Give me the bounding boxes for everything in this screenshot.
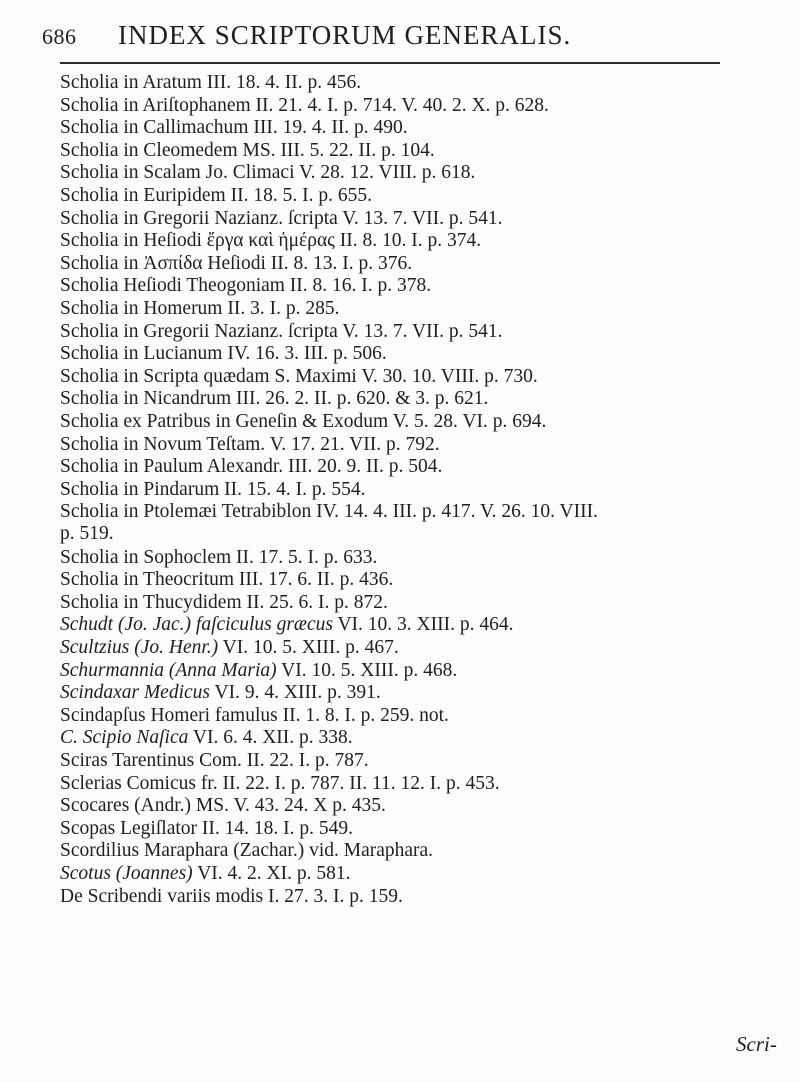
entry-reference: Scholia in Euripidem II. 18. 5. I. p. 655. xyxy=(60,185,372,206)
entry-reference: Scholia in Paulum Alexandr. III. 20. 9. II. p. 504. xyxy=(60,456,443,478)
entry-reference: Scholia in Sophoclem II. 17. 5. I. p. 633. xyxy=(60,546,378,568)
index-entry xyxy=(60,705,786,727)
entry-line xyxy=(60,456,442,477)
entry-line xyxy=(60,343,387,364)
index-entry xyxy=(60,886,786,908)
entry-reference: VI. 6. 4. XII. p. 338. xyxy=(188,727,353,749)
index-entry xyxy=(60,185,786,207)
entry-line xyxy=(60,117,408,138)
index-entry xyxy=(60,682,786,704)
index-entry xyxy=(60,366,786,388)
entry-reference: Scholia in Ptolemæi Tetrabiblon IV. 14. 4. III. p. 417. V. 26. 10. VIII. xyxy=(60,501,598,523)
entry-line xyxy=(60,863,351,884)
entry-reference: Scindapſus Homeri famulus II. 1. 8. I. p. 259. not. xyxy=(60,704,449,726)
entry-reference: Scholia in Thucydidem II. 25. 6. I. p. 872. xyxy=(60,591,388,613)
entry-reference: Scholia in Aratum III. 18. 4. II. p. 456. xyxy=(60,72,362,93)
index-entry xyxy=(60,750,786,772)
index-entry xyxy=(60,321,786,343)
entry-line xyxy=(60,321,502,342)
entry-line xyxy=(60,366,538,387)
index-entry xyxy=(60,501,786,545)
index-entry xyxy=(60,637,786,659)
entry-name-italic: Schudt (Jo. Jac.) faſciculus græcus xyxy=(60,614,333,636)
entry-reference: Scholia ex Patribus in Geneſin & Exodum V. 5. 28. VI. p. 694. xyxy=(60,411,547,432)
catchword: Scri- xyxy=(736,1032,777,1056)
entry-reference: Scordilius Maraphara (Zachar.) vid. Maraphara. xyxy=(60,840,434,862)
entry-reference: VI. 10. 5. XIII. p. 467. xyxy=(218,637,399,658)
index-entry xyxy=(60,95,786,117)
entry-line xyxy=(60,479,365,500)
entry-reference: Scholia in Gregorii Nazianz. ſcripta V. 13. 7. VII. p. 541. xyxy=(60,320,503,342)
entry-line xyxy=(60,298,339,319)
entry-name-italic: Scotus (Joannes) xyxy=(60,863,193,884)
entry-reference: Scholia in Heſiodi ἔργα καὶ ἡμέρας II. 8. 10. I. p. 374. xyxy=(60,230,482,252)
index-entry xyxy=(60,117,786,139)
entry-reference: Scholia in Ariſtophanem II. 21. 4. I. p. 714. V. 40. 2. X. p. 628. xyxy=(60,94,549,116)
index-entry xyxy=(60,411,786,433)
entry-line xyxy=(60,660,457,681)
index-entry xyxy=(60,298,786,320)
index-entry xyxy=(60,230,786,252)
index-entry xyxy=(60,343,786,365)
entry-name-italic: Scindaxar Medicus xyxy=(60,682,211,704)
entry-reference: VI. 4. 2. XI. p. 581. xyxy=(192,863,351,884)
entry-line xyxy=(60,140,435,161)
entry-reference: Scholia in Ἀσπίδα Heſiodi II. 8. 13. I. p. 376. xyxy=(60,252,413,274)
entry-line xyxy=(60,614,513,635)
entry-reference: VI. 10. 5. XIII. p. 468. xyxy=(276,659,458,681)
entry-reference: Scholia in Theocritum III. 17. 6. II. p. 436. xyxy=(60,569,394,591)
index-entry xyxy=(60,818,786,840)
entry-reference: Scopas Legiſlator II. 14. 18. I. p. 549. xyxy=(60,817,353,839)
entry-reference: Scholia in Cleomedem MS. III. 5. 22. II. p. 104. xyxy=(60,139,435,161)
index-entry xyxy=(60,275,786,297)
index-entry xyxy=(60,479,786,501)
entry-reference: Scholia in Callimachum III. 19. 4. II. p. 490. xyxy=(60,117,408,139)
index-entry xyxy=(60,863,786,885)
entry-reference: Scholia Heſiodi Theogoniam II. 8. 16. I. p. 378. xyxy=(60,275,432,297)
page-number: 686 xyxy=(42,24,77,49)
entry-line xyxy=(60,501,598,522)
entry-reference: Scholia in Nicandrum III. 26. 2. II. p. 620. & 3. p. 621. xyxy=(60,388,489,410)
page-header xyxy=(0,0,800,68)
index-entry xyxy=(60,840,786,862)
index-entry xyxy=(60,253,786,275)
running-title: INDEX SCRIPTORUM GENERALIS. xyxy=(118,20,572,50)
index-entry xyxy=(60,208,786,230)
entry-line xyxy=(60,750,369,771)
entry-line xyxy=(60,95,549,116)
entry-line xyxy=(60,727,353,748)
entry-reference: Scocares (Andr.) MS. V. 43. 24. X p. 435. xyxy=(60,795,386,817)
entry-reference: De Scribendi variis modis I. 27. 3. I. p. 159. xyxy=(60,885,403,907)
entry-line xyxy=(60,388,488,409)
index-entry xyxy=(60,660,786,682)
entry-line xyxy=(60,682,381,703)
entry-reference: VI. 9. 4. XIII. p. 391. xyxy=(210,682,381,704)
entry-line xyxy=(60,162,475,183)
entry-line xyxy=(60,840,433,861)
entry-line xyxy=(60,795,386,816)
index-entry xyxy=(60,456,786,478)
entry-line xyxy=(60,592,388,613)
entry-reference: Sclerias Comicus fr. II. 22. I. p. 787. II. 11. 12. I. p. 453. xyxy=(60,772,500,794)
index-entry xyxy=(60,388,786,410)
entry-reference: Scholia in Gregorii Nazianz. ſcripta V. 13. 7. VII. p. 541. xyxy=(60,207,503,229)
index-entry xyxy=(60,140,786,162)
entry-reference: Scholia in Scripta quædam S. Maximi V. 30. 10. VIII. p. 730. xyxy=(60,365,538,387)
entry-line xyxy=(60,818,353,839)
entry-name-italic: Scultzius (Jo. Henr.) xyxy=(60,637,219,658)
entry-line xyxy=(60,886,403,907)
entry-line xyxy=(60,253,412,274)
entry-reference: Sciras Tarentinus Com. II. 22. I. p. 787. xyxy=(60,750,369,771)
entry-line xyxy=(60,72,361,93)
entry-line xyxy=(60,569,393,590)
entry-line xyxy=(60,411,546,432)
entry-reference: Scholia in Novum Teſtam. V. 17. 21. VII. p. 792. xyxy=(60,433,440,455)
entry-continuation: p. 519. xyxy=(60,523,114,545)
entry-line xyxy=(60,434,440,455)
index-entry xyxy=(60,592,786,614)
index-entry xyxy=(60,614,786,636)
index-entry xyxy=(60,773,786,795)
entry-name-italic: C. Scipio Naſica xyxy=(60,727,189,749)
header-rule xyxy=(60,62,720,64)
index-entry xyxy=(60,547,786,569)
entry-line xyxy=(60,185,372,206)
entry-line xyxy=(60,637,399,658)
entry-line xyxy=(60,705,449,726)
entry-line xyxy=(60,547,377,568)
entry-name-italic: Schurmannia (Anna Maria) xyxy=(60,659,277,681)
index-entry xyxy=(60,795,786,817)
entry-line xyxy=(60,230,481,251)
index-entry xyxy=(60,162,786,184)
entry-line xyxy=(60,773,500,794)
entry-line xyxy=(60,208,502,229)
index-entry xyxy=(60,434,786,456)
entry-reference: Scholia in Homerum II. 3. I. p. 285. xyxy=(60,298,340,319)
entry-line xyxy=(60,275,431,296)
entry-reference: Scholia in Pindarum II. 15. 4. I. p. 554. xyxy=(60,478,366,500)
index-entry xyxy=(60,569,786,591)
index-entry xyxy=(60,727,786,749)
entry-reference: VI. 10. 3. XIII. p. 464. xyxy=(332,614,514,636)
entry-reference: Scholia in Scalam Jo. Climaci V. 28. 12. VIII. p. 618. xyxy=(60,162,476,184)
entry-reference: Scholia in Lucianum IV. 16. 3. III. p. 506. xyxy=(60,343,387,365)
index-entry xyxy=(60,72,786,94)
